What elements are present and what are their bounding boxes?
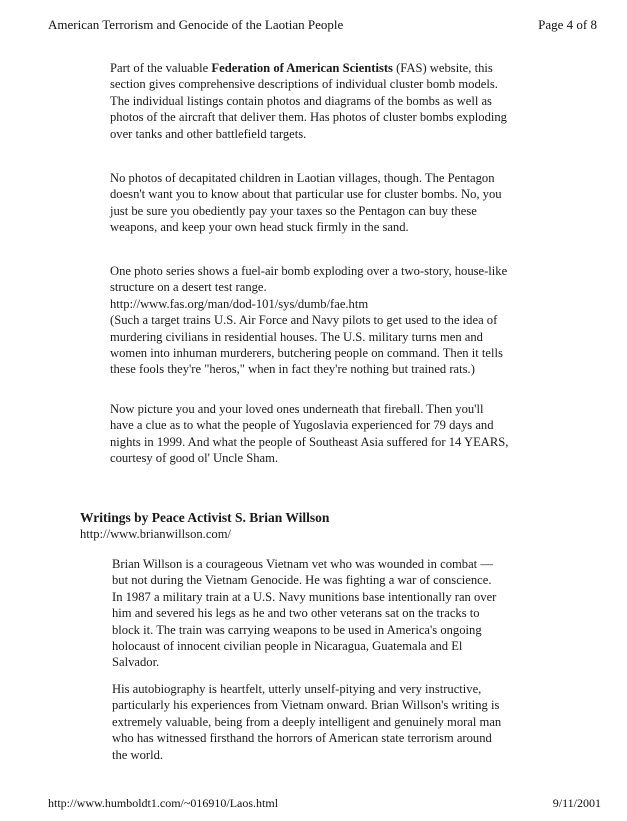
- fae-link[interactable]: http://www.fas.org/man/dod-101/sys/dumb/fae.htm: [110, 296, 369, 311]
- paragraph-text: (Such a target trains U.S. Air Force and Navy pilots to get used to the idea of murdering civilians in residential houses. The U.S. military turns men and women into inhuman murderers, butchering people on command. Then it tells these fools they're "heros," when in fact they're nothing but trained rats.): [110, 313, 503, 377]
- paragraph-willson-bio: [112, 556, 504, 671]
- page-number: Page 4 of 8: [538, 17, 597, 32]
- paragraph-text: Brian Willson is a courageous Vietnam vet who was wounded in combat — but not during the Vietnam Genocide. He was fighting a war of conscience. In 1987 a military train at a U.S. Navy munitions base intentionally ran over him and severed his legs as he and two other veterans sat on the tracks to block it. The train was carrying weapons to be used in America's ongoing holocaust of innocent civilian people in Nicaragua, Guatemala and El Salvador.: [112, 557, 497, 670]
- paragraph-fas-intro: [110, 60, 510, 142]
- willson-link[interactable]: http://www.brianwillson.com/: [80, 527, 231, 541]
- footer-date: 9/11/2001: [552, 796, 601, 810]
- fas-name: Federation of American Scientists: [211, 61, 393, 75]
- paragraph-text: Now picture you and your loved ones underneath that fireball. Then you'll have a clue as to what the people of Yugoslavia experienced for 79 days and nights in 1999. And what the people of Southeast Asia suffered for 14 YEARS, courtesy of good ol' Uncle Sham.: [110, 402, 509, 466]
- paragraph-text: No photos of decapitated children in Laotian villages, though. The Pentagon doesn't want you to know about that particular use for cluster bombs. No, you just be sure you obediently pay your taxes so the Pentagon can buy these weapons, and keep your own head stuck firmly in the sand.: [110, 171, 502, 235]
- paragraph-fuel-air: [110, 263, 510, 378]
- paragraph-text: Part of the valuable: [110, 61, 212, 75]
- paragraph-text: His autobiography is heartfelt, utterly unself-pitying and very instructive, particularly his experiences from Vietnam onward. Brian Willson's writing is extremely valuable, being from a deeply intelligent and genuinely moral man who has witnessed firsthand the horrors of American state terrorism around the world.: [112, 682, 502, 762]
- paragraph-no-photos: [110, 170, 510, 236]
- paragraph-fireball: [110, 401, 510, 467]
- paragraph-text: (FAS) website, this section gives comprehensive descriptions of individual cluster bomb models. The individual listings contain photos and diagrams of the bombs as well as photos of the aircraft that deliver them. Has photos of cluster bombs exploding over tanks and other battlefield targets.: [110, 61, 507, 141]
- page-header-title: American Terrorism and Genocide of the Laotian People: [48, 17, 344, 32]
- paragraph-autobiography: [112, 681, 504, 763]
- section-title: Writings by Peace Activist S. Brian Willson: [80, 510, 330, 525]
- paragraph-text: One photo series shows a fuel-air bomb exploding over a two-story, house-like structure on a desert test range.: [110, 264, 508, 295]
- footer-url: http://www.humboldt1.com/~016910/Laos.html: [48, 796, 279, 810]
